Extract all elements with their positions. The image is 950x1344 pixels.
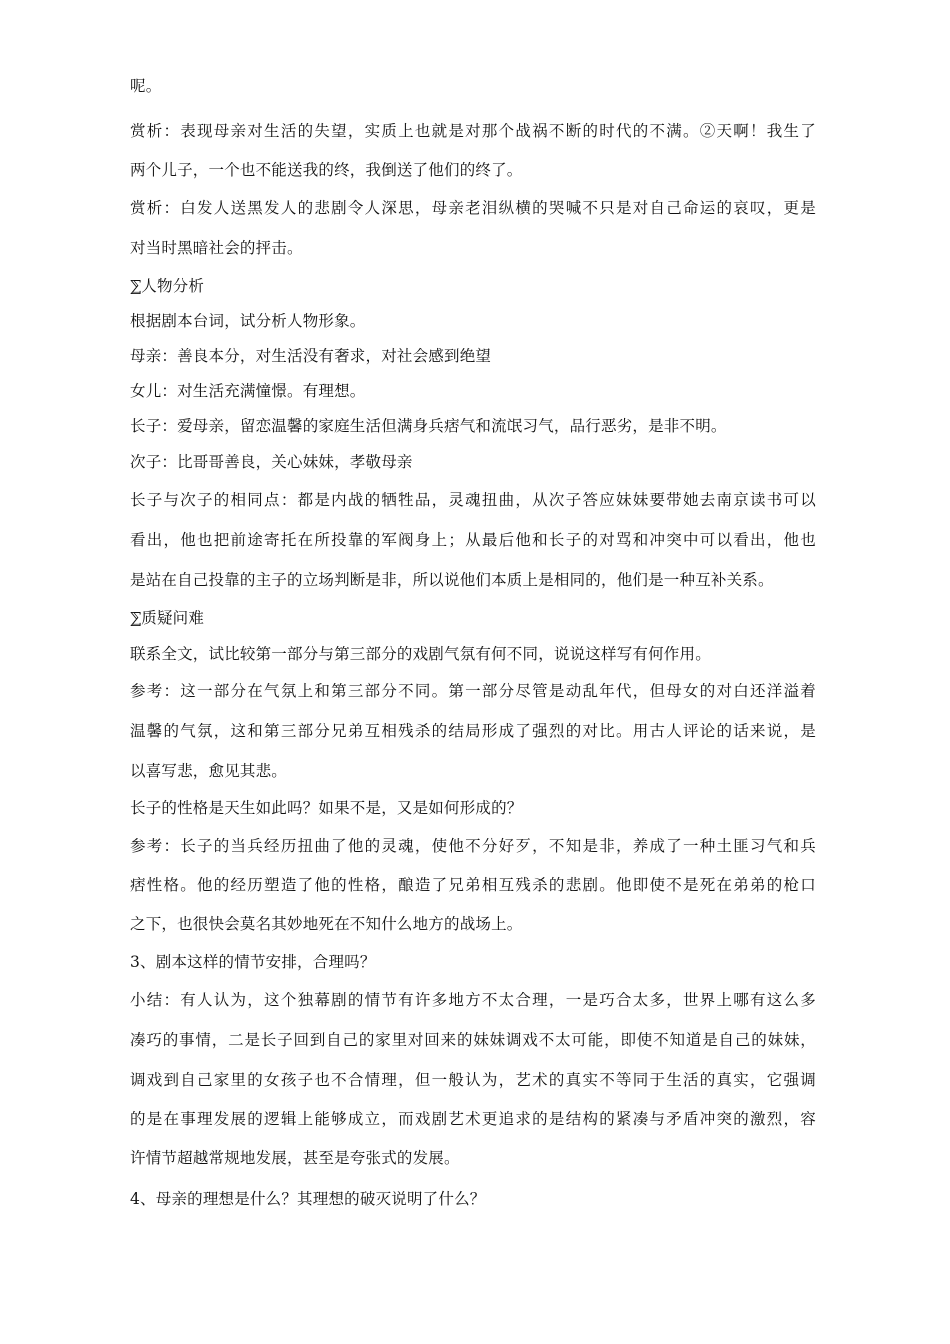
text-line: 次子：比哥哥善良，关心妹妹，孝敬母亲 xyxy=(130,453,413,471)
question-line: 4、母亲的理想是什么？其理想的破灭说明了什么？ xyxy=(130,1190,486,1208)
text-line: 以喜写悲，愈见其悲。 xyxy=(130,762,288,780)
text-line: 参考：长子的当兵经历扭曲了他的灵魂，使他不分好歹，不知是非，养成了一种土匪习气和兵 xyxy=(130,837,816,855)
text-line: 调戏到自己家里的女孩子也不合情理，但一般认为，艺术的真实不等同于生活的真实，它强调 xyxy=(130,1071,816,1089)
text-line: 赏析：表现母亲对生活的失望，实质上也就是对那个战祸不断的时代的不满。②天啊！我生了 xyxy=(130,122,816,140)
text-line: 长子与次子的相同点：都是内战的牺牲品，灵魂扭曲，从次子答应妹妹要带她去南京读书可以 xyxy=(130,491,816,509)
text-line: 痞性格。他的经历塑造了他的性格，酿造了兄弟相互残杀的悲剧。他即使不是死在弟弟的枪口 xyxy=(130,876,816,894)
text-line: 参考：这一部分在气氛上和第三部分不同。第一部分尽管是动乱年代，但母女的对白还洋溢着 xyxy=(130,682,816,700)
text-line: 长子：爱母亲，留恋温馨的家庭生活但满身兵痞气和流氓习气，品行恶劣，是非不明。 xyxy=(130,417,727,435)
text-line: 温馨的气氛，这和第三部分兄弟互相残杀的结局形成了强烈的对比。用古人评论的话来说，是 xyxy=(130,722,816,740)
section-heading: ⅀人物分析 xyxy=(130,277,205,295)
text-line: 小结：有人认为，这个独幕剧的情节有许多地方不太合理，一是巧合太多，世界上哪有这么多 xyxy=(130,991,816,1009)
text-line: 的是在事理发展的逻辑上能够成立，而戏剧艺术更追求的是结构的紧凑与矛盾冲突的激烈，容 xyxy=(130,1110,816,1128)
text-line: 是站在自己投靠的主子的立场判断是非，所以说他们本质上是相同的，他们是一种互补关系。 xyxy=(130,571,774,589)
text-line: 两个儿子，一个也不能送我的终，我倒送了他们的终了。 xyxy=(130,161,523,179)
text-line: 看出，他也把前途寄托在所投靠的军阀身上；从最后他和长子的对骂和冲突中可以看出，他也 xyxy=(130,531,816,549)
text-line: 长子的性格是天生如此吗？如果不是，又是如何形成的？ xyxy=(130,799,523,817)
text-line: 对当时黑暗社会的抨击。 xyxy=(130,239,303,257)
text-line: 女儿：对生活充满憧憬。有理想。 xyxy=(130,382,366,400)
question-line: 3、剧本这样的情节安排，合理吗？ xyxy=(130,953,376,971)
text-line: 呢。 xyxy=(130,77,162,95)
text-line: 联系全文，试比较第一部分与第三部分的戏剧气氛有何不同，说说这样写有何作用。 xyxy=(130,645,711,663)
text-line: 之下，也很快会莫名其妙地死在不知什么地方的战场上。 xyxy=(130,915,523,933)
text-line: 赏析：白发人送黑发人的悲剧令人深思，母亲老泪纵横的哭喊不只是对自己命运的哀叹，更是 xyxy=(130,199,816,217)
text-line: 许情节超越常规地发展，甚至是夸张式的发展。 xyxy=(130,1149,460,1167)
section-heading: ⅀质疑问难 xyxy=(130,609,205,627)
text-line: 根据剧本台词，试分析人物形象。 xyxy=(130,312,366,330)
text-line: 母亲：善良本分，对生活没有奢求，对社会感到绝望 xyxy=(130,347,492,365)
text-line: 凑巧的事情，二是长子回到自己的家里对回来的妹妹调戏不太可能，即使不知道是自己的妹妹， xyxy=(130,1031,816,1049)
